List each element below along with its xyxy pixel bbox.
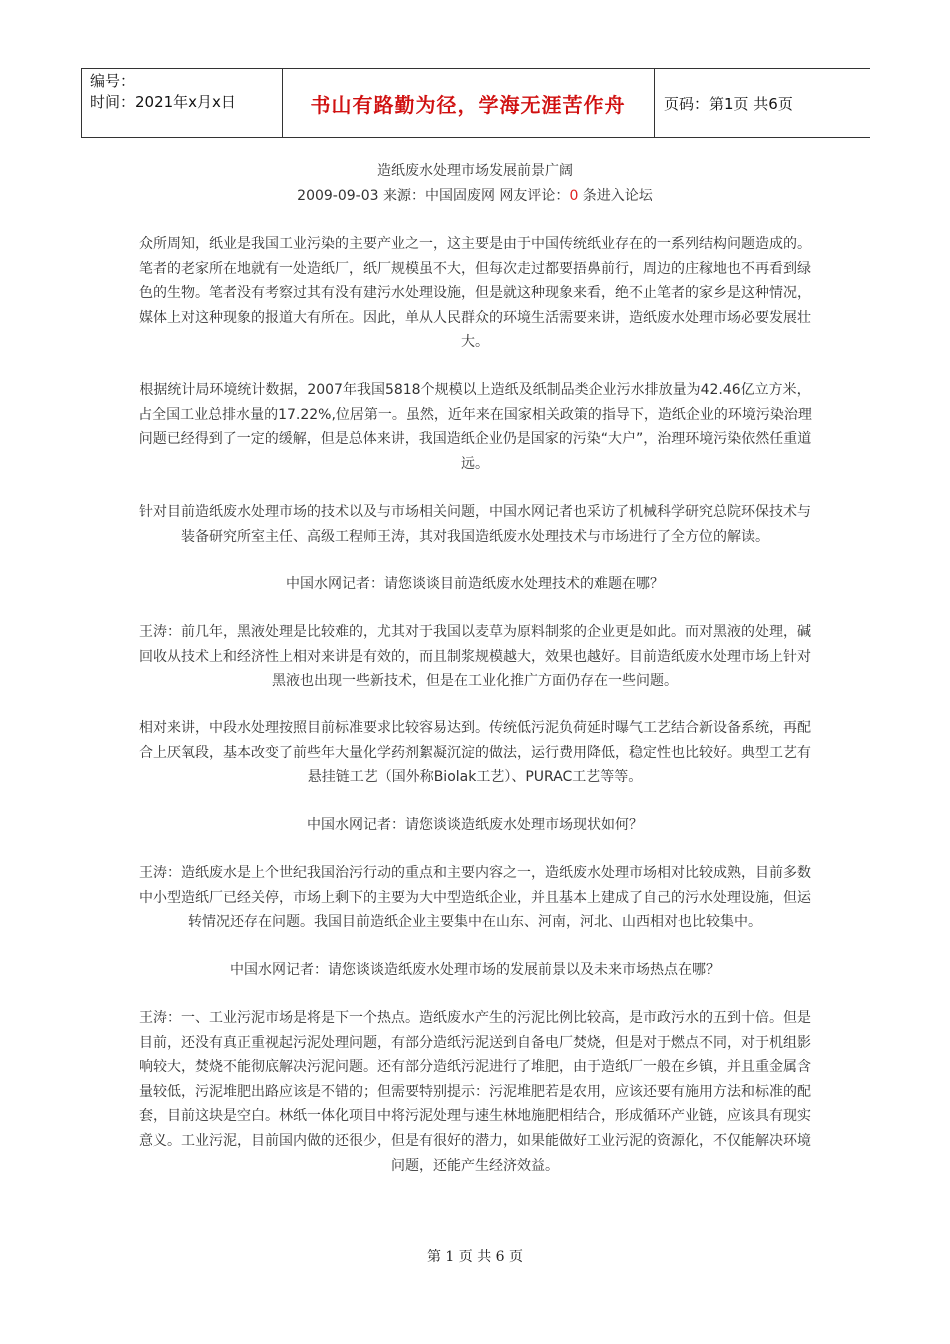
comment-count[interactable]: 0: [569, 188, 579, 204]
meta-source: 2009-09-03 来源：中国固废网 网友评论：: [297, 188, 570, 204]
article-title: 造纸废水处理市场发展前景广阔: [377, 163, 573, 179]
header-info: [90, 71, 236, 113]
interview-question: 中国水网记者：请您谈谈造纸废水处理市场的发展前景以及未来市场热点在哪？: [230, 962, 720, 978]
interview-question: 中国水网记者：请您谈谈目前造纸废水处理技术的难题在哪？: [286, 576, 664, 592]
header-divider: [81, 69, 82, 137]
article-paragraph: 王涛：造纸废水是上个世纪我国治污行动的重点和主要内容之一，造纸废水处理市场相对比较成熟，目前多数中小型造纸厂已经关停，市场上剩下的主要为大中型造纸企业，并且基本上建成了自己的污水处理设施，但运转情况还存在问题。我国目前造纸企业主要集中在山东、河南，河北、山西相对也比较集中。: [139, 865, 811, 931]
header-motto: 书山有路勤为径，学海无涯苦作舟: [310, 93, 626, 117]
date-line: 时间：2021年x月x日: [90, 93, 236, 111]
forum-link[interactable]: 条进入论坛: [578, 188, 653, 204]
article-paragraph: 根据统计局环境统计数据，2007年我国5818个规模以上造纸及纸制品类企业污水排放量为42.46亿立方米，占全国工业总排水量的17.22%,位居第一。虽然，近年来在国家相关政策的指导下，造纸企业的环境污染治理问题已经得到了一定的缓解，但是总体来讲，我国造纸企业仍是国家的污染“大户”，治理环境污染依然任重道远。: [138, 382, 812, 472]
header-table: [81, 68, 870, 138]
header-page-info: 页码：第1页 共6页: [664, 95, 793, 113]
code-label: 编号：: [90, 72, 136, 90]
page-footer: 第 1 页 共 6 页: [426, 1249, 524, 1265]
header-divider: [654, 69, 655, 137]
article-paragraph: 众所周知，纸业是我国工业污染的主要产业之一，这主要是由于中国传统纸业存在的一系列结构问题造成的。笔者的老家所在地就有一处造纸厂，纸厂规模虽不大，但每次走过都要捂鼻前行，周边的庄稼地也不再看到绿色的生物。笔者没有考察过其有没有建污水处理设施，但是就这种现象来看，绝不止笔者的家乡是这种情况，媒体上对这种现象的报道大有所在。因此，单从人民群众的环境生活需要来讲，造纸废水处理市场必要发展壮大。: [139, 236, 811, 351]
article-paragraph: 相对来讲，中段水处理按照目前标准要求比较容易达到。传统低污泥负荷延时曝气工艺结合新设备系统，再配合上厌氧段，基本改变了前些年大量化学药剂絮凝沉淀的做法，运行费用降低，稳定性也比较好。典型工艺有悬挂链工艺（国外称Biolak工艺）、PURAC工艺等等。: [139, 720, 811, 786]
article-paragraph: 王涛：一、工业污泥市场是将是下一个热点。造纸废水产生的污泥比例比较高，是市政污水的五到十倍。但是目前，还没有真正重视起污泥处理问题，有部分造纸污泥送到自备电厂焚烧，但是对于燃点不同，对于机组影响较大，焚烧不能彻底解决污泥问题。还有部分造纸污泥进行了堆肥，由于造纸厂一般在乡镇，并且重金属含量较低，污泥堆肥出路应该是不错的；但需要特别提示：污泥堆肥若是农用，应该还要有施用方法和标准的配套，目前这块是空白。林纸一体化项目中将污泥处理与速生林地施肥相结合，形成循环产业链，应该具有现实意义。工业污泥，目前国内做的还很少，但是有很好的潜力，如果能做好工业污泥的资源化，不仅能解决环境问题，还能产生经济效益。: [139, 1010, 811, 1174]
article-paragraph: 王涛：前几年，黑液处理是比较难的，尤其对于我国以麦草为原料制浆的企业更是如此。而对黑液的处理，碱回收从技术上和经济性上相对来讲是有效的，而且制浆规模越大，效果也越好。目前造纸废水处理市场上针对黑液也出现一些新技术，但是在工业化推广方面仍存在一些问题。: [139, 624, 811, 690]
article-meta: [0, 185, 950, 205]
interview-question: 中国水网记者：请您谈谈造纸废水处理市场现状如何？: [307, 817, 643, 833]
article-paragraph: 针对目前造纸废水处理市场的技术以及与市场相关问题，中国水网记者也采访了机械科学研究总院环保技术与装备研究所室主任、高级工程师王涛，其对我国造纸废水处理技术与市场进行了全方位的解读。: [139, 504, 811, 545]
